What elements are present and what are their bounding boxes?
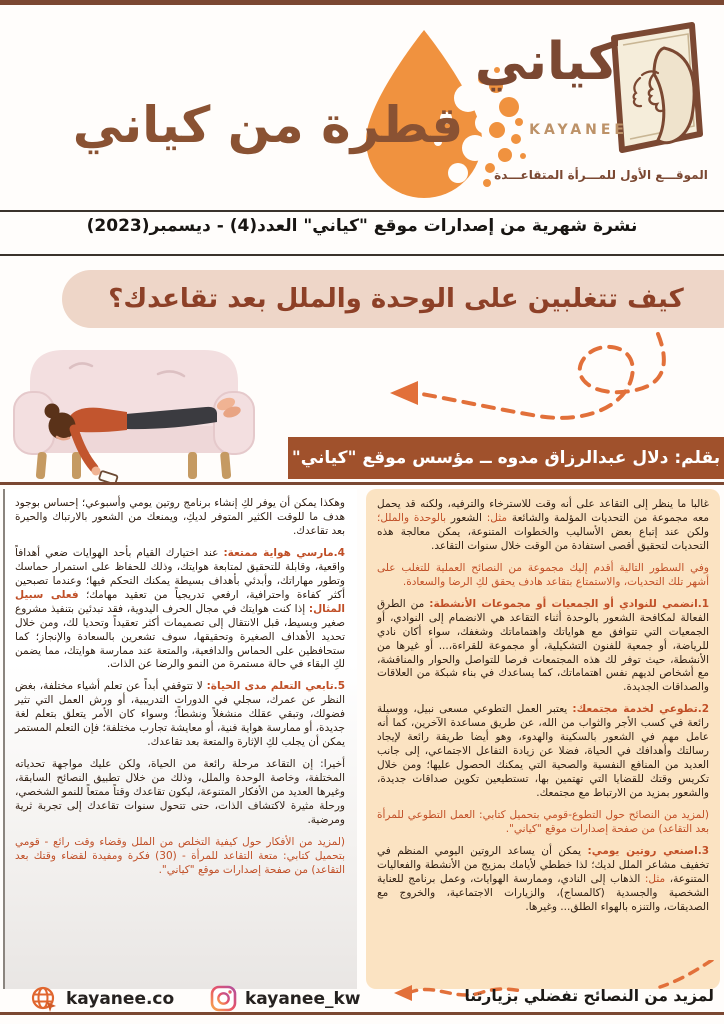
tip-4-paragraph [15, 547, 345, 673]
byline-text: بقلم: دلال عبدالرزاق مدوه ــ مؤسس موقع "كياني" [291, 448, 721, 468]
lead-paragraph: وفي السطور التالية أقدم إليك مجموعة من النصائح العملية للتغلب على أشهر تلك التحديات، والاستمتاع بتقاعد هادف يحقق لكِ الرضا والسعادة. [377, 561, 709, 588]
text-segment: ولكن عند إتباع بعض الأساليب والخطوات المتنوعة، يمكن معالجة هذه التحديات لتحقيق أقصى استفادة من الوقت خلال سنوات التقاعد. [377, 525, 709, 552]
text-segment: من الطرق الفعالة لمكافحة الشعور بالوحدة أثناء التقاعد هي الانضمام إلى النوادي، أو الجمعيات التي تتوافق مع هواياتك واهتماماتك وشغفك، سواء أكان نادي للرياضة، أو جمعية للفنون التشكيلية، أو مجموعة للقراءة،... أو غيرها من الأنشطة، حيث توفر لك هذه المجتمعات فرصا للتواصل والحوار والمناقشة، مع أشخاص لديهم نفس اهتماماتك، كما يساعدك في بناء شبكة من العلاقات والصداقات الجديدة. [377, 597, 709, 694]
tip-2-paragraph [377, 703, 709, 801]
article-title: كيف تتغلبين على الوحدة والملل بعد تقاعدك؟ [108, 284, 684, 314]
couch-illustration [8, 334, 260, 484]
divider-line [0, 210, 724, 212]
byline-banner [288, 437, 724, 479]
masthead-title: قطرة من كياني [72, 96, 464, 154]
book-note-paragraph-2: (لمزيد من الأفكار حول كيفية التخلص من الملل وقضاء وقت رائع - قومي بتحميل كتابي: متعة التقاعد للمرأة - (30) فكرة ومفيدة لقضاء وقتك بعد التقاعد) من صفحة إصدارات موقع "كياني". [15, 835, 345, 876]
text-highlight: بالوحدة والملل؛ [377, 511, 447, 524]
tip-4-heading: 4.مارسي هواية ممتعة: [223, 546, 345, 559]
closing-paragraph: أخيرا: إن التقاعد مرحلة رائعة من الحياة، ولكن عليك مواجهة تحدياته المختلفة، وخاصة الوحدة والملل، وذلك من خلال تطبيق النصائح السابقة، وغيرها العديد من الأفكار المتنوعة، ليكون تقاعدك وقتاً ممتعاً للنمو الشخصي، ورحلة مثيرة لاكتشاف الذات، حتى تتحول سنوات تقاعدك إلى تجربة ثرية ومرضية. [15, 758, 345, 827]
text-segment: يمكن أن يساعد الروتين اليومي المنظم في تخفيف مشاعر الملل لديك؛ لذا خططي لأيامك بمزيج من الأنشطة والفعاليات المتنوعة، [377, 844, 709, 885]
instagram-icon[interactable] [210, 985, 237, 1012]
footer-website [30, 985, 174, 1013]
logo-tagline: الموقـــع الأول للمـــرأة المتقاعـــدة [494, 168, 708, 182]
tip-3-paragraph [377, 845, 709, 915]
issue-line: نشرة شهرية من إصدارات موقع "كياني" العدد(4) - ديسمبر(2023) [86, 216, 638, 236]
text-segment: عند اختيارك القيام بأحد الهوايات ضعي أهدافاً واقعية، وقابلة للتحقيق لمتابعة هوايتك، وذلك للحفاظ على استمرار حماسك وتطور مهاراتك، وأبدئي بأهداف بسيطة يمكنك التحكم فيها؛ وعندما تصبحين أكثر كفاءة واحترافية، ارفعي تدريجياً من تعقيد مهامك؛ [15, 546, 346, 601]
tip-1-paragraph [377, 598, 709, 696]
tip-5-paragraph [15, 680, 345, 750]
top-border-bar [0, 0, 724, 5]
logo-latin-wordmark: KAYANEE [529, 122, 628, 138]
tip-3-heading: 3.اصنعي روتين يومي: [587, 844, 709, 857]
dashed-swirl-arrow-icon [290, 330, 724, 452]
text-segment: الشعور [446, 511, 487, 524]
kayanee-logo [474, 20, 716, 200]
text-highlight: فعلى سبيل المثال: [15, 588, 345, 615]
footer-instagram [210, 985, 360, 1012]
article-column-second [5, 489, 357, 989]
text-segment: لا تتوقفي أبداً عن تعلم أشياء مختلفة، بغض النظر عن عمرك، سجلي في الدورات التدريبية، أو ورش العمل التي تثير فضولك، وتبقي عقلك منشغلاً ونشطاً؛ وسواء كان الأمر يتعلق بتعلم لغة جديدة، أو ممارسة هواية فنية، أو معايشة تجارب مختلفة؛ فإن التعلم المستمر يمكن أن يجلب لكِ الإثارة والمتعة بعد تقاعدك. [15, 680, 345, 749]
visit-prompt: لمزيد من النصائح تفضلي بزيارتنا [464, 987, 714, 1005]
section-divider [0, 482, 724, 485]
divider-line [0, 254, 724, 256]
website-link[interactable]: kayanee.co [66, 989, 175, 1009]
intro-paragraph [377, 498, 709, 554]
text-segment: إذا كنت هوايتك في مجال الحرف اليدوية، فقد تبدئين بتنفيذ مشروع صغير وبسيط، قبل الانتقال إلى تصميمات أكثر تعقيداً وتحديا لك، ومن خلال تحديد الأهداف الصغيرة وتحقيقها، سوف تشعرين بالسعادة والإنجاز؛ كما ستحافظين على الحماس والدافعية، والمتعة عند ممارسة هوايتك، مما يضمن لكِ البقاء في حالة مستمرة من النمو والرضا عن الذات. [15, 602, 345, 671]
bottom-border-bar [0, 1012, 724, 1015]
logo-arabic-wordmark: كياني [474, 32, 618, 92]
article-column-first [366, 489, 720, 989]
text-segment: الذهاب إلى النادي، وممارسة الهوايات، وعمل برنامج للعناية الشخصية والجسدية (كالمساج)، والزيارات الاجتماعية، والخروج مع الصديقات، والتنزه بالهواء الطلق... وغيرها. [377, 872, 709, 913]
globe-icon[interactable] [30, 985, 58, 1013]
tip-5-heading: 5.تابعي التعلم مدى الحياة: [206, 680, 345, 693]
tip-1-heading: 1.انضمي للنوادي أو الجمعيات أو مجموعات الأنشطة: [429, 597, 709, 610]
tip-2-heading: 2.تطوعي لخدمة مجتمعك: [572, 703, 710, 716]
instagram-handle-link[interactable]: kayanee_kw [245, 988, 361, 1009]
article-title-banner [62, 270, 724, 328]
routine-paragraph: وهكذا يمكن أن يوفر لكِ إنشاء برنامج روتين يومي وأسبوعي؛ إحساس بوجود هدف ما للوقت الكثير المتوفر لديكِ، ويمنعك من الشعور بالارتباك والحيرة بعد تقاعدك. [15, 497, 345, 537]
text-highlight: مثل: [644, 872, 666, 885]
text-segment: يعتبر العمل التطوعي مسعى نبيل، ووسيلة رائعة في كسب الأجر والثواب من الله، عن طريق مساعدة الآخرين، كما أنه عامل مهم في الشعور بالسكينة والهدوء، وهو أيضا طريقة رائعة لإيجاد رسالتك وأهدافك في الحياة، فضلا عن زيادة التفاعل الاجتماعي، إلى جانب العديد من المنافع النفسية والصحية التي يمكنك الحصول عليها؛ ومن خلال تكريس وقتك للقضايا التي تهتمين بها، تستطيعين تكوين صداقات جديدة، والشعور بمزيد من الارتباط مع مجتمعك. [377, 703, 709, 800]
text-segment: غالبا ما ينظر إلى التقاعد على أنه وقت للاسترخاء والترفيه، ولكنه قد يحمل معه مجموعة من التحديات المؤلمة والشائعة [377, 498, 709, 524]
text-highlight: مثل: [486, 511, 508, 524]
book-note-paragraph: (لمزيد من النصائح حول التطوع-قومي بتحميل كتابي: العمل التطوعي للمرأة بعد التقاعد) من صفحة إصدارات موقع "كياني". [377, 809, 709, 836]
